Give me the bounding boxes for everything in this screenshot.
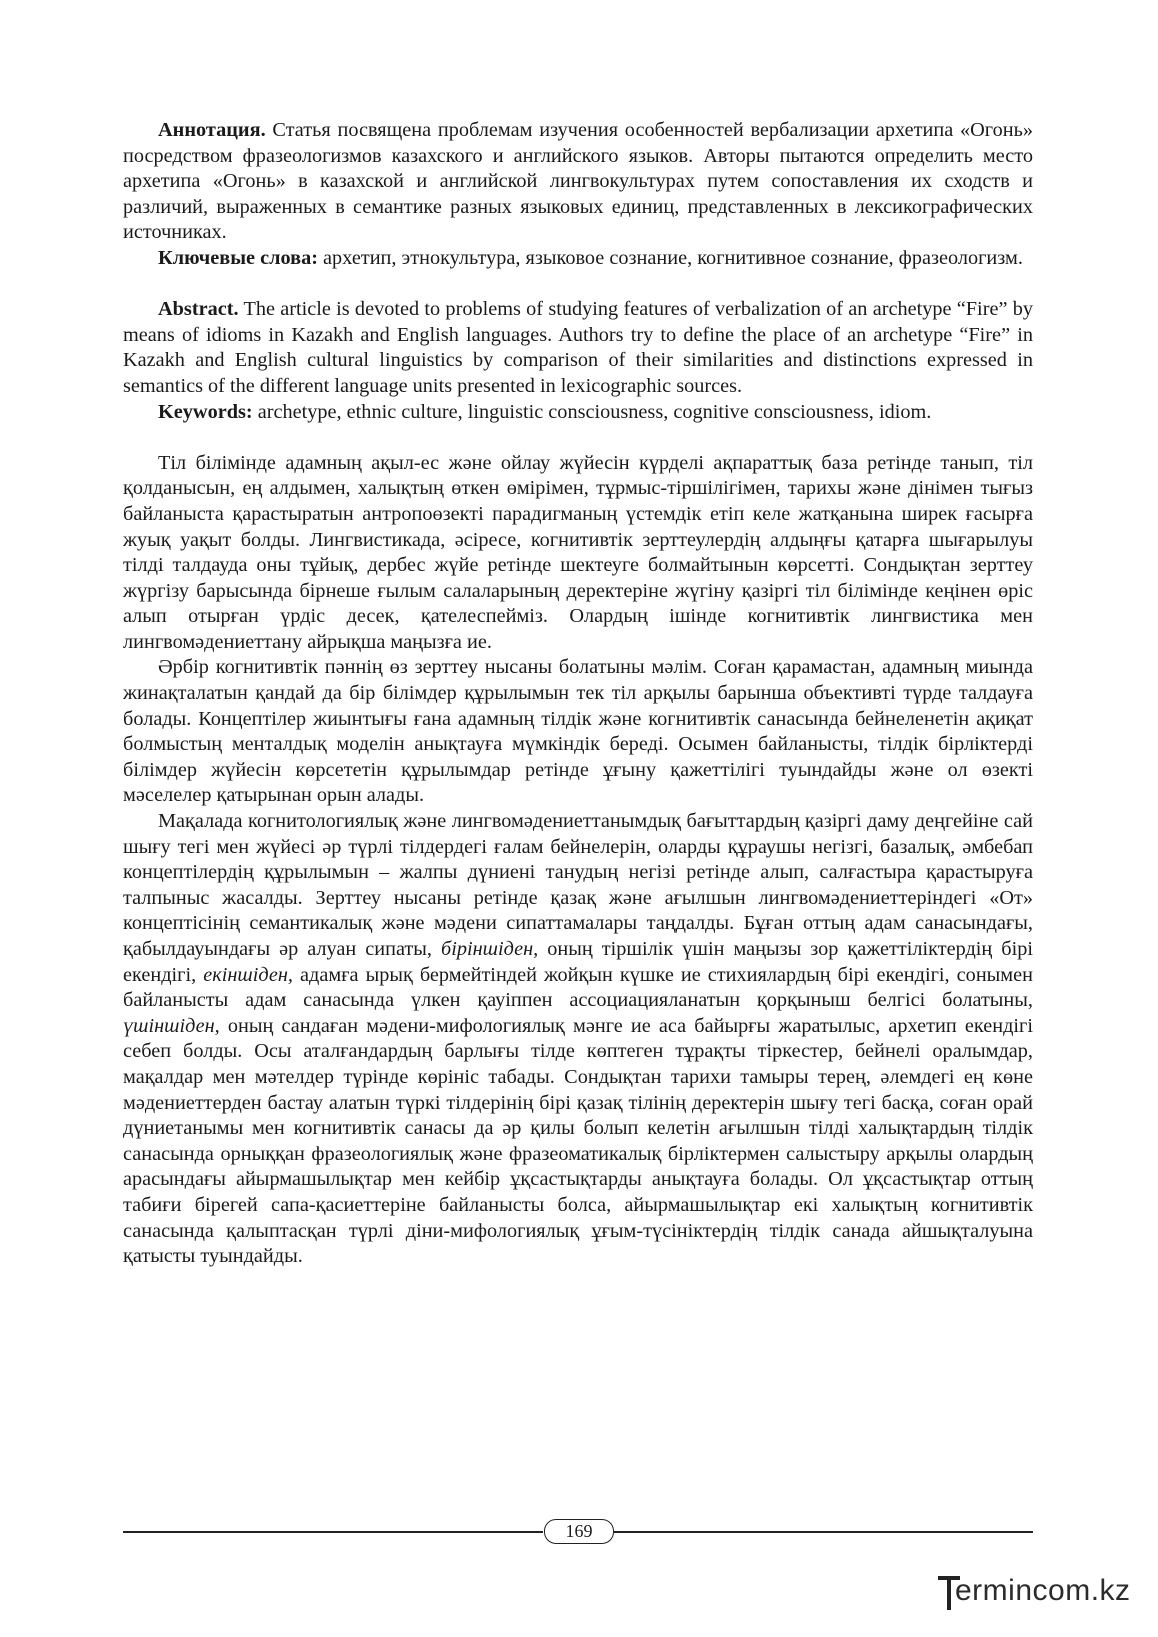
keywords-en-text: archetype, ethnic culture, linguistic consciousness, cognitive consciousness, idiom. xyxy=(252,400,932,423)
body-paragraph-3-part-a: Мақалада когнитологиялық және лингвомәдениеттанымдық бағыттардың қазіргі даму деңгейіне сай шығу тегі мен жүйесі әр түрлі тілдердегі ғалам бейнелерін, оларды құраушы негізгі, базалық, әмбебап концептілердің құрылымын – жалпы дүниені танудың негізі ретінде алып, салғастыра қарастыруға талпыныс жасалды. Зерттеу нысаны ретінде қазақ және ағылшын лингвомәдениеттеріндегі «От» концептісінің семантикалық және мәдени сипаттамалары таңдалды. Бұған оттың адам санасындағы, қабылдауындағы әр алуан сипаты, xyxy=(123,810,1033,960)
annotation-ru-label: Аннотация. xyxy=(158,119,266,141)
abstract-en xyxy=(123,297,1033,399)
keywords-ru-label: Ключевые слова: xyxy=(158,246,318,269)
body-paragraph-3 xyxy=(123,809,1033,1270)
footer-rule-left xyxy=(123,1531,543,1533)
annotation-ru xyxy=(123,118,1033,246)
body-paragraph-3-part-b: оның тіршілік үшін маңызы зор қажеттіліктердің бірі екендігі, xyxy=(123,938,1034,986)
page-number: 169 xyxy=(544,1519,614,1544)
first-italic: біріншіден, xyxy=(441,938,539,960)
keywords-en-label: Keywords: xyxy=(158,400,253,423)
t-logo-stem xyxy=(947,1576,951,1610)
second-italic: екіншіден, xyxy=(203,963,294,986)
body-paragraph-2: Әрбір когнитивтік пәннің өз зерттеу нысаны болатыны мәлім. Соған қарамастан, адамның миында жинақталатын қандай да бір білімдер құрылымын тек тіл арқылы барынша объективті түрде талдауға болады. Концептілер жиынтығы ғана адамның тілдік және когнитивтік санасында бейнеленетін ақиқат болмыстың менталдық моделін анықтауға мүмкіндік береді. Осымен байланысты, тілдік бірліктерді білімдер жүйесін көрсететін құрылымдар ретінде ұғыну қажеттілігі туындайды және ол өзекті мәселелер қатырынан орын алады. xyxy=(123,656,1033,807)
abstract-en-label: Abstract. xyxy=(158,298,239,321)
termincom-watermark xyxy=(935,1570,1151,1618)
keywords-ru xyxy=(123,246,1033,272)
section-gap xyxy=(123,425,1033,451)
body-paragraph-3-part-d: оның сандаған мәдени-мифологиялық мәнге ие аса байырғы жаратылыс, архетип екендігі себеп болды. Осы аталғандардың барлығы тілде көптеген тұрақты тіркестер, бейнелі оралымдар, мақалдар мен мәтелдер түрінде көрініс табады. Сондықтан тарихи тамыры терең, әлемдегі ең көне мәдениеттерден бастау алатын түркі тілдерінің бірі қазақ тілінің деректерін шығу тегі басқа, соған орай дүниетанымы мен когнитивтік санасы да әр қилы болып келетін ағылшын тілді халықтардың тілдік санасында орныққан фразеологиялық және фразеоматикалық бірліктермен салыстыру арқылы олардың арасындағы айырмашылықтар мен кейбір ұқсастықтарды анықтауға болады. Ол ұқсастықтар оттың табиғи бірегей сапа-қасиеттеріне байланысты болса, айырмашылықтар екі халықтың когнитивтік санасында қалыптасқан түрлі діни-мифологиялық ұғым-түсініктердің тілдік санада айшықталуына қатысты туындайды. xyxy=(123,1014,1033,1268)
abstract-en-text: The article is devoted to problems of studying features of verbalization of an archetype “Fire” by means of idioms in Kazakh and English languages. Authors try to define the place of an archetype “Fire” in Kazakh and English cultural linguistics by comparison of their similarities and distinctions expressed in semantics of the different language units presented in lexicographic sources. xyxy=(123,298,1033,397)
footer-rule-right xyxy=(614,1531,1033,1533)
keywords-ru-text: архетип, этнокультура, языковое сознание, когнитивное сознание, фразеологизм. xyxy=(317,246,1023,269)
third-italic: үшіншіден, xyxy=(123,1014,220,1037)
watermark-text: ermincom.kz xyxy=(955,1574,1131,1607)
annotation-ru-text: Статья посвящена проблемам изучения особенностей вербализации архетипа «Огонь» посредством фразеологизмов казахского и английского языков. Авторы пытаются определить место архетипа «Огонь» в казахской и английской лингвокультурах путем сопоставления их сходств и различий, выраженных в семантике разных языковых единиц, представленных в лексикографических источниках. xyxy=(123,119,1033,244)
keywords-en xyxy=(123,400,1033,426)
body-paragraph-1: Тіл білімінде адамның ақыл-ес және ойлау жүйесін күрделі ақпараттық база ретінде танып, тіл қолданысын, ең алдымен, халықтың өткен өмірімен, тұрмыс-тіршілігімен, тарихы және дінімен тығыз байланыста қарастыратын антропоөзекті парадигманың үстемдік етіп келе жатқанына ширек ғасырға жуық уақыт болды. Лингвистикада, әсіресе, когнитивтік зерттеулердің алдыңғы қатарға шығарылуы тілді талдауда оны тұйық, дербес жүйе ретінде шектеуге болмайтынын көрсетті. Сондықтан зерттеу жүргізу барысында бірнеше ғылым салаларының деректеріне жүгіну қазіргі тіл білімінде кеңінен өріс алып отырған үрдіс десек, қателеспейміз. Олардың ішінде когнитивтік лингвистика мен лингвомәдениеттану айрықша маңызға ие. xyxy=(123,451,1033,653)
section-gap xyxy=(123,272,1033,298)
body-paragraph-3-part-c: адамға ырық бермейтіндей жойқын күшке ие стихиялардың бірі екендігі, сонымен байланысты адам санасында үлкен қауіппен ассоциацияланатын қорқыныш белгісі болатыны, xyxy=(123,963,1033,1012)
article-page xyxy=(123,118,1033,1270)
page-footer xyxy=(123,1518,1033,1546)
